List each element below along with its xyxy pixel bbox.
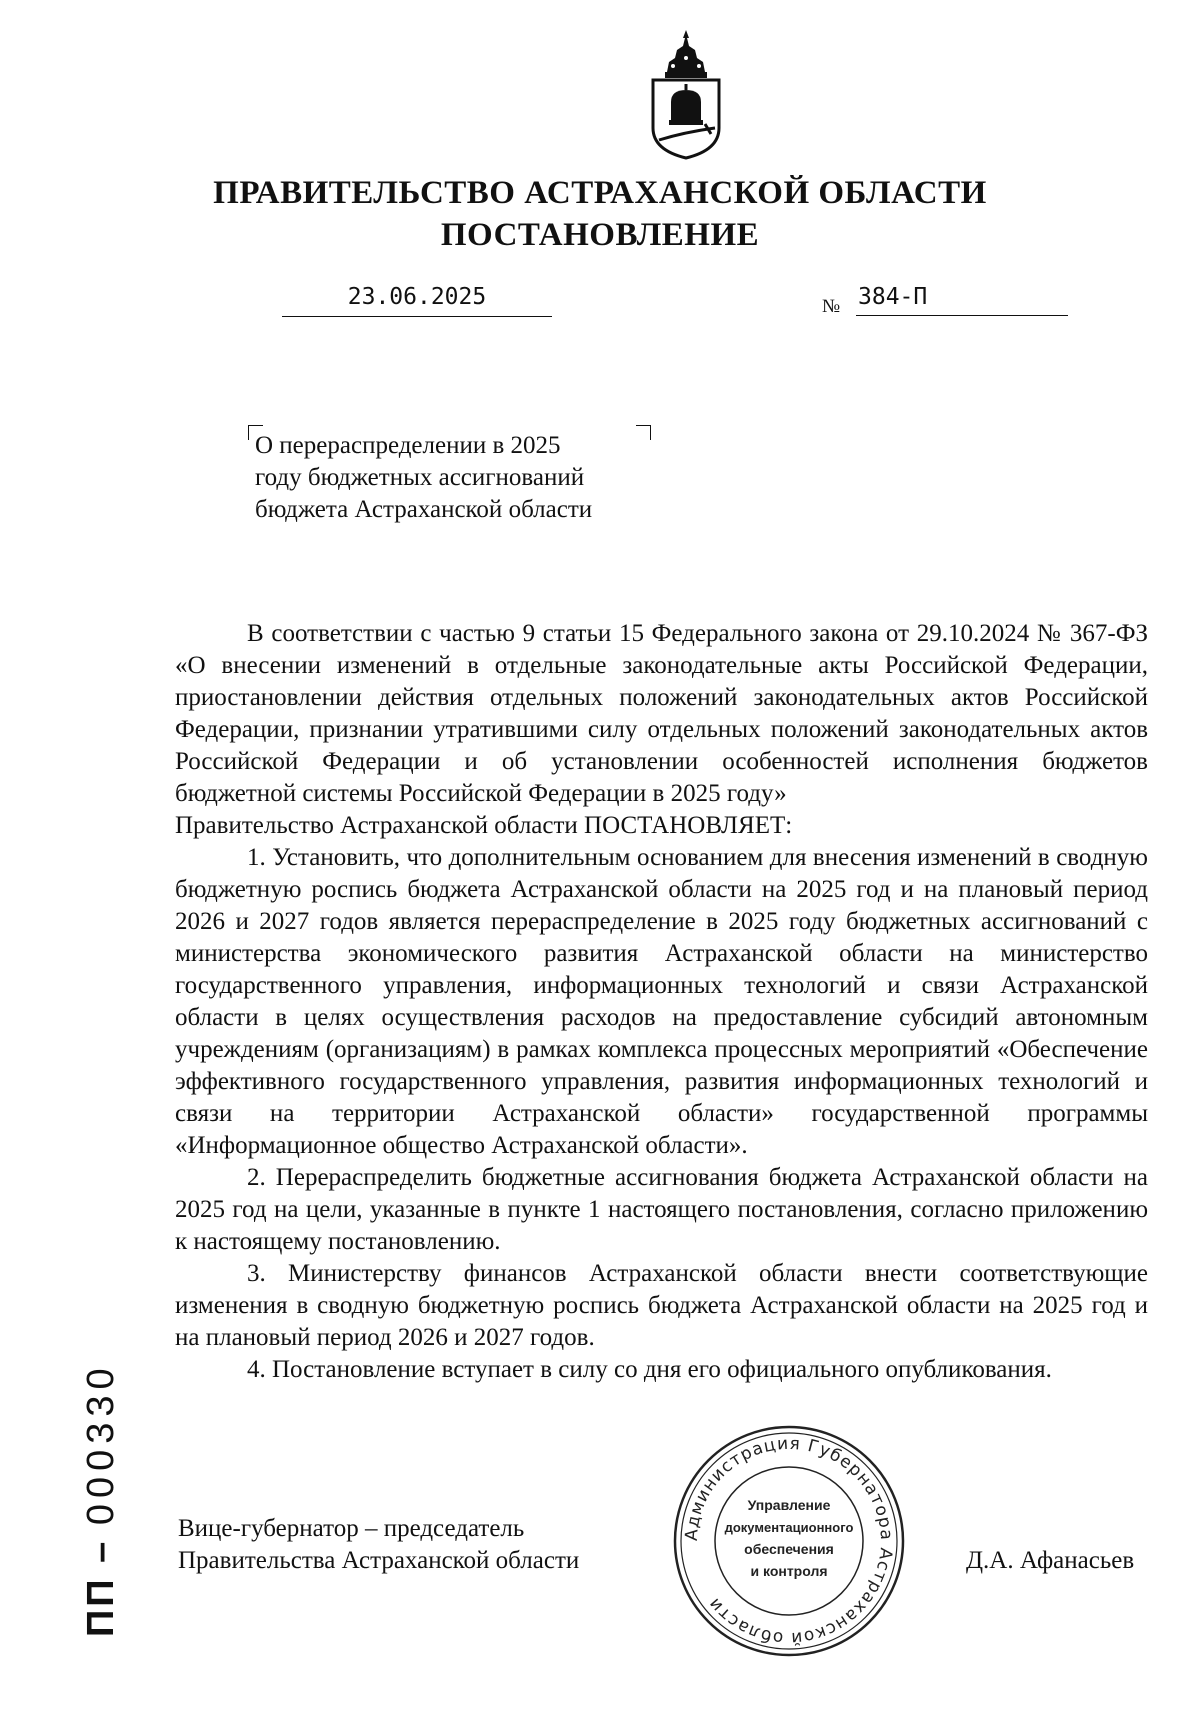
astrakhan-coat-of-arms-icon: [645, 28, 727, 160]
clause-4: 4. Постановление вступает в силу со дня его официального опубликования.: [247, 1356, 1052, 1383]
registration-number: [80, 1362, 123, 1637]
official-stamp: [672, 1424, 906, 1658]
signatory-title-line: Правительства Астраханской области: [178, 1547, 580, 1574]
subject-line: году бюджетных ассигнований: [255, 464, 585, 491]
clause-2: 2. Перераспределить бюджетные ассигнования бюджета Астраханской области на 2025 год на цели, указанные в пункте 1 настоящего постановления, согласно приложению к настоящему постановлению.: [175, 1164, 1148, 1255]
stamp-center-line: документационного: [724, 1520, 854, 1535]
stamp-center-line: Управление: [747, 1497, 831, 1513]
clause-1: 1. Установить, что дополнительным основанием для внесения изменений в сводную бюджетную роспись бюджета Астраханской области на 2025 год и на плановый период 2026 и 2027 годов является перераспределение в 2025 году бюджетных ассигнований с министерства экономического развития Астраханской области на министерство государственного управления, информационных технологий и связи Астраханской области в целях осуществления расходов на предоставление субсидий автономным учреждениям (организациям) в рамках комплекса процессных мероприятий «Обеспечение эффективного государственного управления, развития информационных технологий и связи на территории Астраханской области» государственной программы «Информационное общество Астраханской области».: [175, 844, 1148, 1159]
signatory-title-line: Вице-губернатор – председатель: [178, 1515, 525, 1542]
government-title: ПРАВИТЕЛЬСТВО АСТРАХАНСКОЙ ОБЛАСТИ: [213, 175, 987, 211]
stamp-center-line: и контроля: [750, 1563, 828, 1579]
document-date: 23.06.2025: [282, 282, 552, 317]
document-subject: [255, 430, 655, 526]
document-body: [175, 618, 1148, 1386]
registration-prefix: ПП –: [80, 1538, 122, 1637]
subject-line: О перераспределении в 2025: [255, 432, 561, 459]
signatory-title: [178, 1513, 579, 1577]
stamp-center-line: обеспечения: [744, 1541, 834, 1557]
subject-line: бюджета Астраханской области: [255, 496, 593, 523]
signatory-name: Д.А. Афанасьев: [966, 1547, 1135, 1574]
stamp-ring-text: Администрация Губернатора Астраханской области: [681, 1433, 897, 1649]
document-type: ПОСТАНОВЛЕНИЕ: [440, 217, 760, 253]
number-sign: №: [822, 296, 841, 317]
registration-digits: 000330: [80, 1362, 122, 1526]
clause-3: 3. Министерству финансов Астраханской области внести соответствующие изменения в сводную бюджетную роспись бюджета Астраханской области на 2025 год и на плановый период 2026 и 2027 годов.: [175, 1260, 1148, 1351]
preamble-paragraph: В соответствии с частью 9 статьи 15 Федерального закона от 29.10.2024 № 367-ФЗ «О внесении изменений в отдельные законодательные акты Российской Федерации, приостановлении действия отдельных положений законодательных актов Российской Федерации, признании утратившими силу отдельных положений законодательных актов Российской Федерации и об установлении особенностей исполнения бюджетов бюджетной системы Российской Федерации в 2025 году»: [175, 620, 1148, 807]
document-number: 384-П: [856, 282, 1068, 316]
resolution-statement: Правительство Астраханской области ПОСТАНОВЛЯЕТ:: [175, 812, 793, 839]
